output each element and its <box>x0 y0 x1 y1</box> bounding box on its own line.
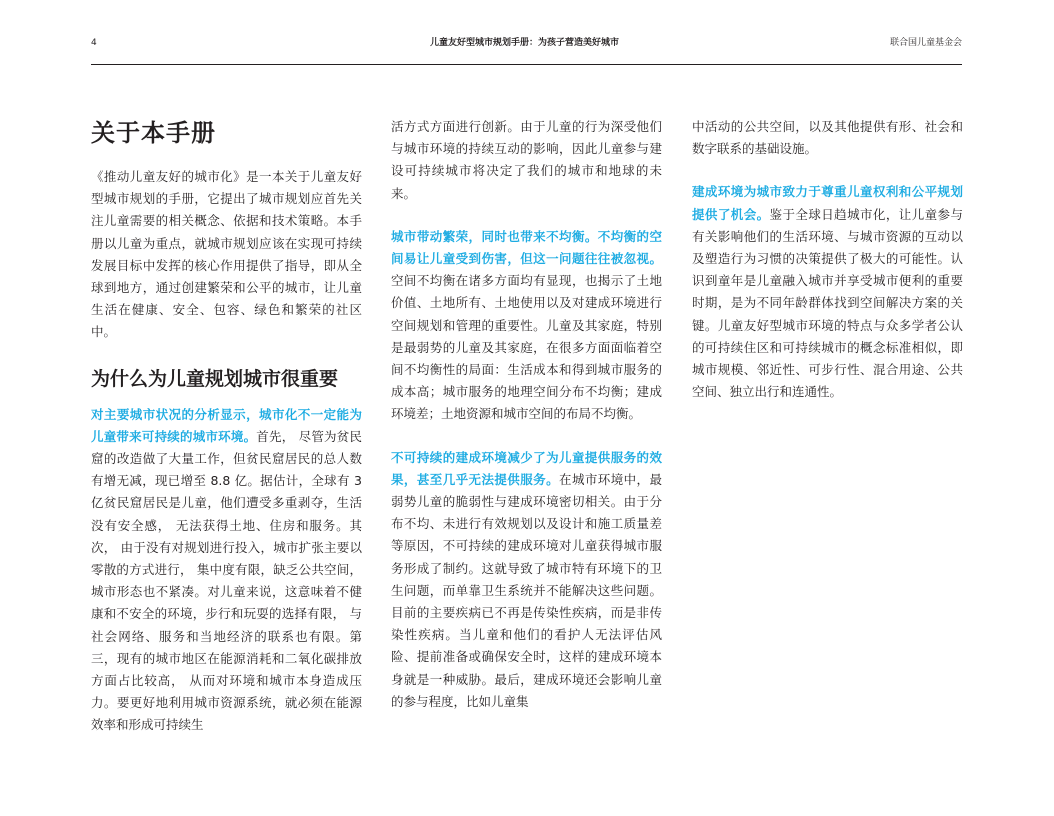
paragraph <box>391 226 662 426</box>
paragraph <box>91 404 362 737</box>
section-heading: 关于本手册 <box>91 119 216 147</box>
intro-paragraph: 《推动儿童友好的城市化》是一本关于儿童友好型城市规划的手册，它提出了城市规划应首先关注儿童需要的相关概念、依据和技术策略。本手册以儿童为重点，就城市规划应该在实现可持续发展目标中发挥的核心作用提供了指导，即从全球到地方，通过创建繁荣和公平的城市，让儿童生活在健康、安全、包容、绿色和繁荣的社区中。 <box>91 169 362 340</box>
paragraph <box>391 447 662 713</box>
highlight-lead: 对主要城市状况的分析显示，城市化不一定能为儿童带来可持续的城市环境。 <box>91 406 362 444</box>
running-title: 儿童友好型城市规划手册：为孩子营造美好城市 <box>430 38 620 48</box>
paragraph: 中活动的公共空间，以及其他提供有形、社会和数字联系的基础设施。 <box>692 119 963 157</box>
paragraph: 活方式方面进行创新。由于儿童的行为深受他们与城市环境的持续互动的影响，因此儿童参与建设可持续城市将决定了我们的城市和地球的未来。 <box>391 119 662 201</box>
highlight-lead: 城市带动繁荣，同时也带来不均衡。不均衡的空间易让儿童受到伤害，但这一问题往往被忽视。 <box>391 228 662 267</box>
organization-name: 联合国儿童基金会 <box>889 38 962 48</box>
paragraph-body: 首先， 尽管为贫民窟的改造做了大量工作，但贫民窟居民的总人数有增无减，现已增至 8.8 亿。据估计，全球有 3 亿贫民窟居民是儿童，他们遭受多重剥夺，生活没有安全感， 无法获得土地、住房和服务。其次， 由于没有对规划进行投入，城市扩张主要以零散的方式进行， 集中度有限，缺乏公共空间，城市形态也不紧凑。对儿童来说，这意味着不健康和不安全的环境，步行和玩耍的选择有限， 与社会网络、服务和当地经济的联系也有限。第三，现有的城市地区在能源消耗和二氧化碳排放方面占比较高， 从而对环境和城市本身造成压力。要更好地利用城市资源系统，就必须在能源效率和形成可持续生 <box>91 428 362 733</box>
paragraph-body: 在城市环境中，最弱势儿童的脆弱性与建成环境密切相关。由于分布不均、未进行有效规划以及设计和施工质量差等原因，不可持续的建成环境对儿童获得城市服务形成了制约。这就导致了城市特有环境下的卫生问题，而单靠卫生系统并不能解决这些问题。目前的主要疾病已不再是传染性疾病，而是非传染性疾病。当儿童和他们的看护人无法评估风险、提前准备或确保安全时，这样的建成环境本身就是一种威胁。最后，建成环境还会影响儿童的参与程度，比如儿童集 <box>391 471 662 709</box>
subsection-heading: 为什么为儿童规划城市很重要 <box>91 367 339 390</box>
paragraph <box>692 181 963 403</box>
paragraph-body: 空间不均衡在诸多方面均有显现，也揭示了土地价值、土地所有、土地使用以及对建成环境进行空间规划和管理的重要性。儿童及其家庭，特别是最弱势的儿童及其家庭，在很多方面面临着空间不均衡性的局面：生活成本和得到城市服务的成本高；城市服务的地理空间分布不均衡；建成环境差；土地资源和城市空间的布局不均衡。 <box>391 273 662 422</box>
header-divider <box>91 64 962 65</box>
column-3 <box>692 116 963 403</box>
paragraph-body: 鉴于全球日趋城市化，让儿童参与有关影响他们的生活环境、与城市资源的互动以及塑造行为习惯的决策提供了极大的可能性。认识到童年是儿童融入城市并享受城市便利的重要时期，是为不同年龄群体找到空间解决方案的关键。儿童友好型城市环境的特点与众多学者公认的可持续住区和可持续城市的概念标准相似，即城市规模、邻近性、可步行性、混合用途、公共空间、独立出行和连通性。 <box>692 206 963 400</box>
column-1 <box>91 116 362 737</box>
page-number: 4 <box>91 38 97 48</box>
column-2 <box>391 116 662 713</box>
highlight-lead: 不可持续的建成环境减少了为儿童提供服务的效果，甚至几乎无法提供服务。 <box>391 449 662 487</box>
highlight-lead: 建成环境为城市致力于尊重儿童权利和公平规划提供了机会。 <box>692 184 963 222</box>
